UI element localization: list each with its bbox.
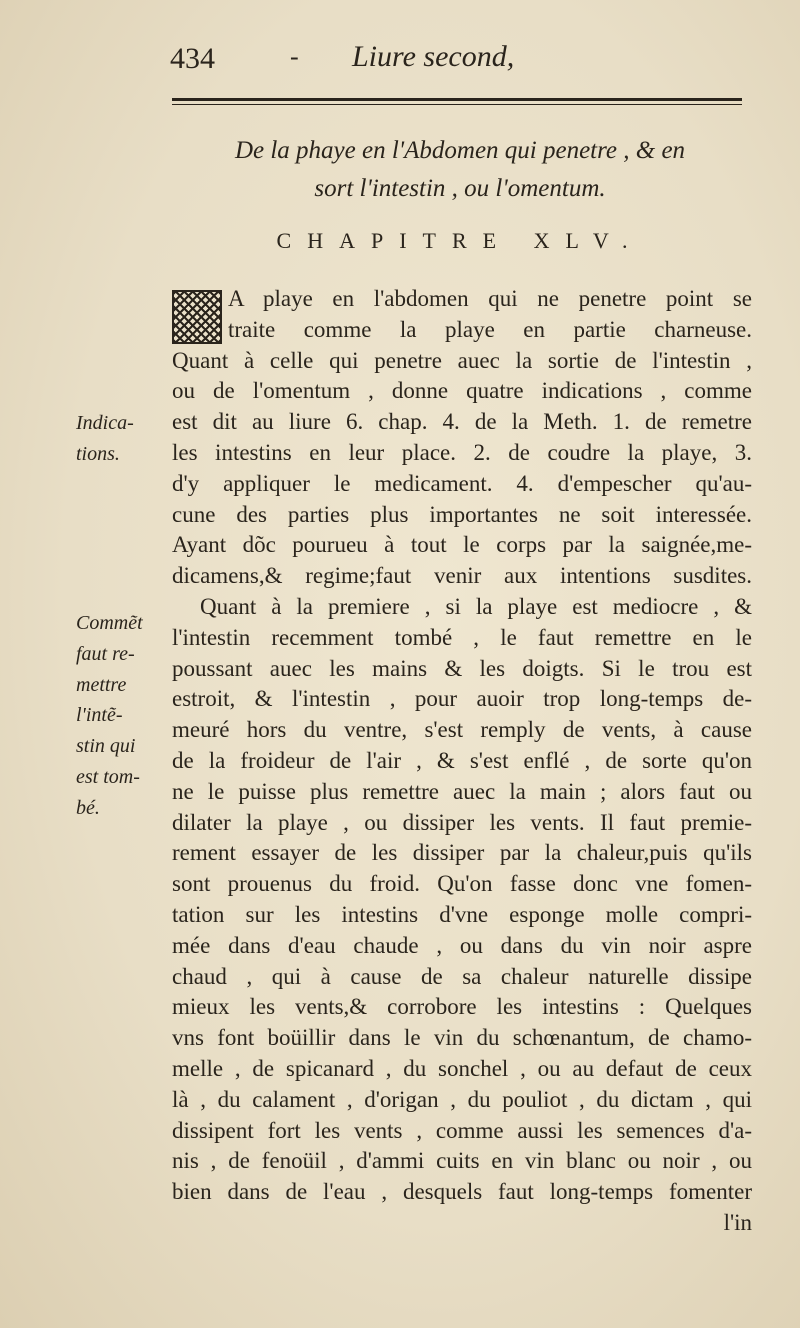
chapter-heading: CHAPITRE XLV. (276, 228, 644, 253)
margin-note-indications (76, 408, 166, 470)
text-line: poussant auec les mains & les doigts. Si le trou est (172, 655, 752, 681)
text-line: dissipent fort les vents , comme aussi les semences d'a- (172, 1117, 752, 1143)
ornamental-initial-icon (172, 290, 222, 344)
margin-note-line: tions. (76, 442, 120, 465)
text-line: rement essayer de les dissiper par la chaleur,puis qu'ils (172, 840, 752, 866)
margin-note-line: mettre (76, 673, 127, 696)
page-number: 434 (170, 42, 215, 75)
header-rule-thin (172, 104, 742, 105)
text-line: tation sur les intestins d'vne esponge molle compri- (172, 901, 752, 927)
margin-note-line: faut re- (76, 642, 135, 665)
body-text (172, 284, 752, 1239)
text-line: bien dans de l'eau , desquels faut long-temps fomenter (172, 1179, 752, 1205)
margin-note-comment (76, 608, 166, 824)
text-line: chaud , qui à cause de sa chaleur naturelle dissipe (172, 963, 752, 989)
catchword: l'in (723, 1209, 752, 1235)
margin-note-line: Indica- (76, 412, 134, 434)
text-line: l'intestin recemment tombé , le faut remettre en le (172, 624, 752, 650)
text-line: nis , de fenoüil , d'ammi cuits en vin blanc ou noir , ou (172, 1148, 752, 1174)
text-line: sont prouenus du froid. Qu'on fasse donc vne fomen- (172, 871, 752, 897)
chapter-title-line: De la phaye en l'Abdomen qui penetre , & en (234, 137, 686, 164)
text-line: mieux les vents,& corrobore les intestins : Quelques (172, 994, 752, 1020)
text-line: de la froideur de l'air , & s'est enflé , de sorte qu'on (172, 747, 752, 773)
text-line: d'y appliquer le medicament. 4. d'empescher qu'au- (172, 470, 752, 496)
text-line: Ayant dõc pourueu à tout le corps par la saignée,me- (172, 532, 752, 558)
margin-note-line: stin qui (76, 735, 136, 758)
text-line: Quant à celle qui penetre auec la sortie de l'intestin , (172, 347, 752, 373)
text-line: cune des parties plus importantes ne soit interessée. (172, 501, 752, 527)
chapter-title-line: sort l'intestin , ou l'omentum. (314, 175, 606, 202)
text-line: les intestins en leur place. 2. de coudre la playe, 3. (172, 439, 752, 465)
text-line: mée dans d'eau chaude , ou dans du vin noir aspre (172, 932, 752, 958)
text-line: ou de l'omentum , donne quatre indications , comme (172, 378, 752, 404)
margin-note-line: Commẽt (76, 612, 143, 634)
text-line: melle , de spicanard , du sonchel , ou au defaut de ceux (172, 1055, 752, 1081)
text-line: vns font boüillir dans le vin du schœnantum, de chamo- (172, 1025, 752, 1051)
text-line: A playe en l'abdomen qui ne penetre point se (228, 286, 752, 311)
margin-note-line: l'intẽ- (76, 704, 123, 727)
header-rule (172, 98, 742, 101)
running-title: Liure second, (352, 40, 515, 73)
text-line: est dit au liure 6. chap. 4. de la Meth. 1. de remetre (172, 409, 752, 435)
chapter-title (180, 132, 740, 208)
page-header (0, 40, 800, 80)
text-line: ne le puisse plus remettre auec la main ; alors faut ou (172, 778, 752, 804)
margin-note-line: bé. (76, 796, 100, 819)
header-separator: - (290, 42, 299, 71)
text-line: dilater la playe , ou dissiper les vents. Il faut premie- (172, 809, 752, 835)
margin-note-line: est tom- (76, 765, 140, 788)
text-line: traite comme la playe en partie charneuse. (228, 316, 752, 342)
text-line: Quant à la premiere , si la playe est mediocre , & (200, 593, 752, 619)
text-line: meuré hors du ventre, s'est remply de vents, à cause (172, 717, 752, 743)
text-line: estroit, & l'intestin , pour auoir trop long-temps de- (172, 686, 752, 712)
text-line: dicamens,& regime;faut venir aux intentions susdites. (172, 563, 752, 589)
text-line: là , du calament , d'origan , du pouliot , du dictam , qui (172, 1086, 752, 1112)
